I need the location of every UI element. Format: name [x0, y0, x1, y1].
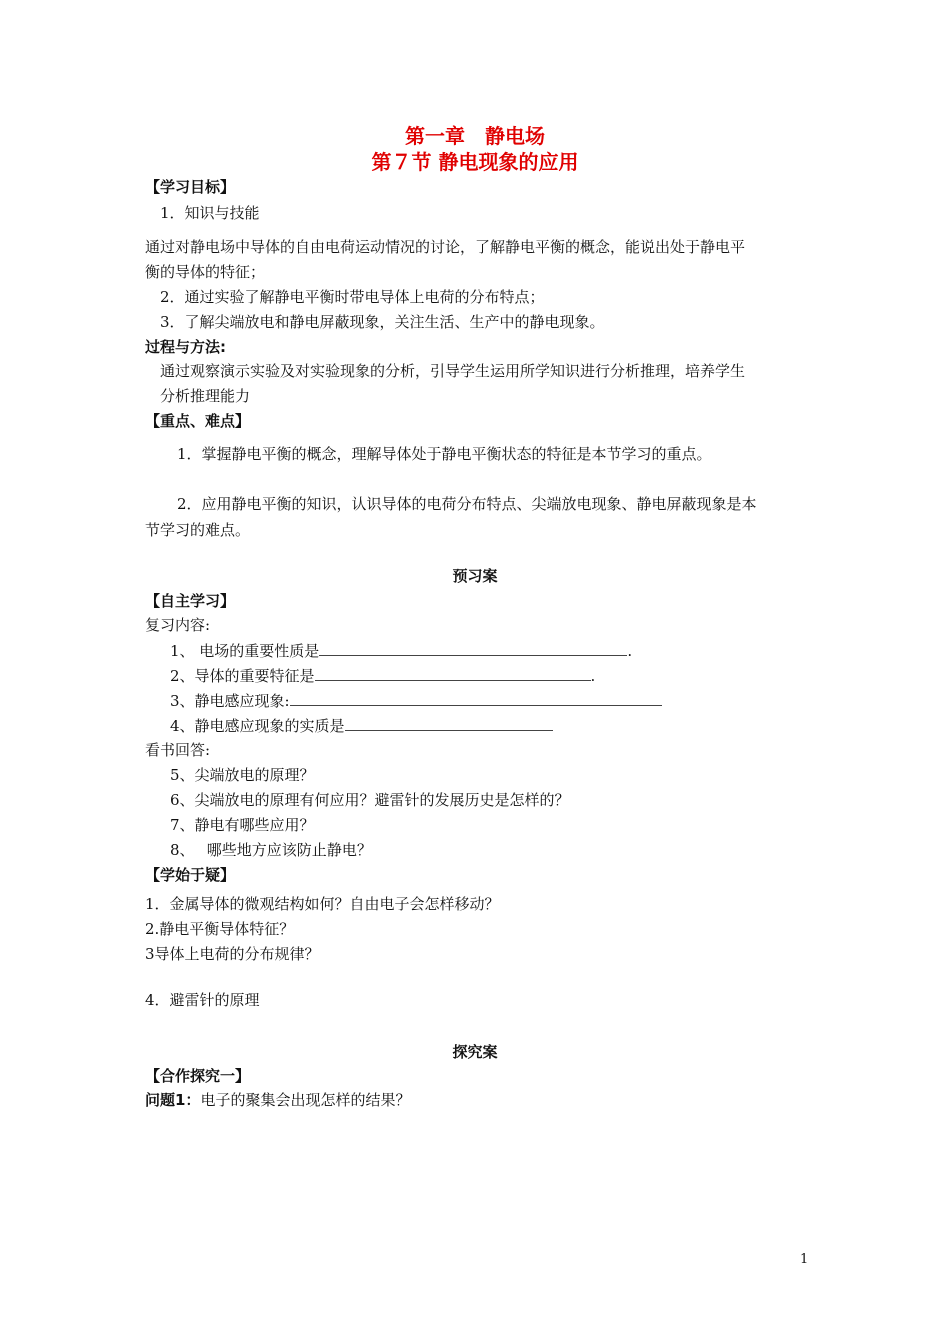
- preview-title: 预习案: [452, 567, 498, 585]
- objective-item-2: 2．通过实验了解静电平衡时带电导体上电荷的分布特点；: [160, 288, 545, 306]
- doubts-heading: 【学始于疑】: [145, 866, 236, 884]
- doubt-item-1: 1．金属导体的微观结构如何？自由电子会怎样移动？: [145, 895, 500, 913]
- chapter-title: 第一章 静电场: [405, 124, 545, 148]
- doubt-item-3: 3导体上电荷的分布规律？: [145, 945, 320, 963]
- explore-heading: 【合作探究一】: [145, 1067, 251, 1085]
- keypoint-item-2-line-2: 节学习的难点。: [145, 521, 251, 539]
- review-question-3-text: 3、静电感应现象:: [170, 692, 290, 710]
- doubt-item-4: 4．避雷针的原理: [145, 991, 260, 1009]
- objective-paragraph-line-1: 通过对静电场中导体的自由电荷运动情况的讨论，了解静电平衡的概念，能说出处于静电平: [145, 238, 746, 256]
- objective-item-1: 1．知识与技能: [160, 204, 260, 222]
- answer-blank-1[interactable]: [319, 640, 627, 656]
- answer-blank-4[interactable]: [345, 715, 553, 731]
- process-heading: 过程与方法:: [145, 338, 226, 356]
- read-label: 看书回答:: [145, 741, 211, 759]
- read-question-7: 7、静电有哪些应用？: [170, 816, 315, 834]
- review-question-4: [170, 715, 553, 736]
- explore-title: 探究案: [452, 1043, 498, 1061]
- objectives-heading: 【学习目标】: [145, 178, 236, 196]
- process-line-1: 通过观察演示实验及对实验现象的分析，引导学生运用所学知识进行分析推理，培养学生: [160, 362, 746, 380]
- objective-item-3: 3．了解尖端放电和静电屏蔽现象，关注生活、生产中的静电现象。: [160, 313, 605, 331]
- keypoints-heading: 【重点、难点】: [145, 412, 251, 430]
- review-question-3: [170, 690, 662, 711]
- explore-question-1: [145, 1090, 410, 1110]
- answer-blank-2[interactable]: [315, 665, 591, 681]
- process-line-2: 分析推理能力: [160, 387, 251, 405]
- review-question-2-end: .: [590, 667, 596, 685]
- page-number: 1: [800, 1252, 809, 1267]
- read-question-8: 8、 哪些地方应该防止静电？: [170, 841, 372, 859]
- review-question-1-text: 1、 电场的重要性质是: [170, 642, 320, 660]
- objective-paragraph-line-2: 衡的导体的特征；: [145, 263, 266, 281]
- keypoint-item-2-line-1: 2．应用静电平衡的知识，认识导体的电荷分布特点、尖端放电现象、静电屏蔽现象是本: [177, 495, 757, 513]
- review-question-4-text: 4、静电感应现象的实质是: [170, 717, 345, 735]
- keypoint-item-1: 1．掌握静电平衡的概念，理解导体处于静电平衡状态的特征是本节学习的重点。: [177, 445, 712, 463]
- selfstudy-heading: 【自主学习】: [145, 592, 236, 610]
- review-question-1-end: .: [627, 642, 633, 660]
- explore-question-label: 问题1：: [145, 1091, 201, 1109]
- read-question-6: 6、尖端放电的原理有何应用？避雷针的发展历史是怎样的？: [170, 791, 570, 809]
- explore-question-text: 电子的聚集会出现怎样的结果？: [200, 1091, 411, 1109]
- section-title: 第７节 静电现象的应用: [371, 150, 579, 174]
- review-question-1: [170, 640, 632, 661]
- read-question-5: 5、尖端放电的原理？: [170, 766, 315, 784]
- answer-blank-3[interactable]: [290, 690, 662, 706]
- doubt-item-2: 2.静电平衡导体特征？: [145, 920, 295, 938]
- review-label: 复习内容:: [145, 616, 211, 634]
- review-question-2: [170, 665, 595, 686]
- review-question-2-text: 2、导体的重要特征是: [170, 667, 315, 685]
